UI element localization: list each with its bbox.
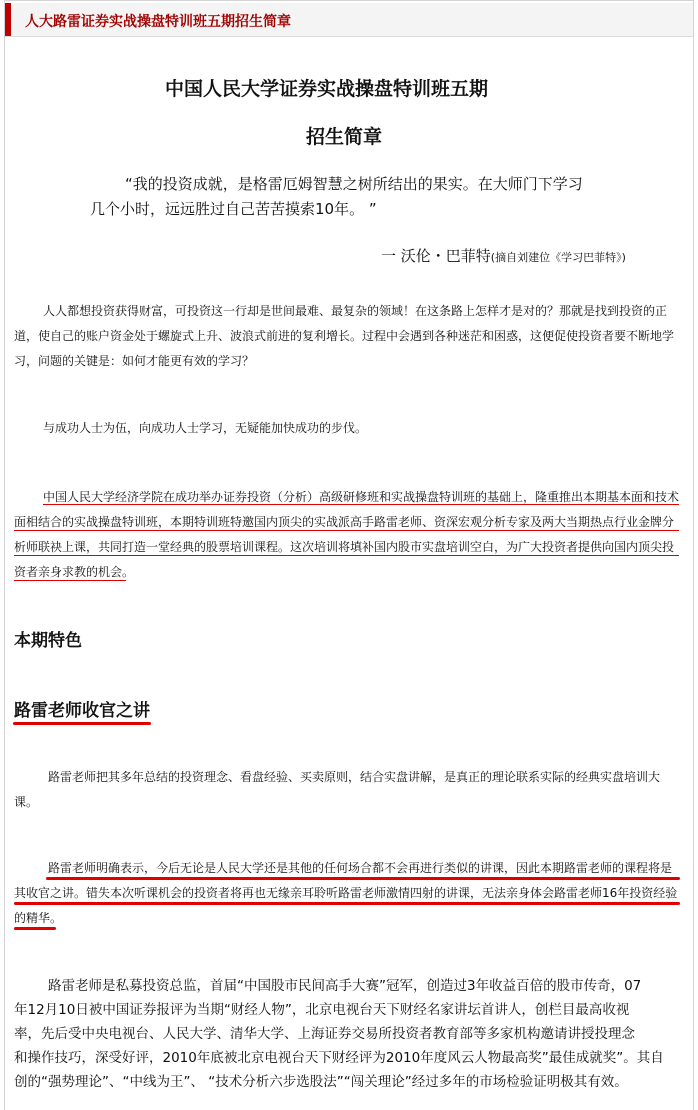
- signature-name: 一 沃伦・巴菲特: [381, 247, 491, 265]
- header-accent-bar: [5, 3, 11, 36]
- article-header-title: 人大路雷证券实战操盘特训班五期招生简章: [25, 14, 291, 30]
- para2: 与成功人士为伍，向成功人士学习，无疑能加快成功的步伐。: [43, 421, 368, 435]
- para6-line4: 和操作技巧，深受好评，2010年底被北京电视台天下财经评为2010年度风云人物最高奖”最佳成就奖”。其自: [14, 1050, 664, 1066]
- para6-line5: 创的“强势理论”、“中线为王”、 “技术分析六步选股法”“闯关理论”经过多年的市场检验证明极其有效。: [14, 1074, 628, 1090]
- red-underline: [14, 580, 126, 581]
- para4-line1: 路雷老师把其多年总结的投资理念、看盘经验、买卖原则，结合实盘讲解，是真正的理论联系实际的经典实盘培训大: [48, 770, 661, 784]
- article-header: [5, 3, 693, 37]
- para1-line1: 人人都想投资获得财富，可投资这一行却是世间最难、最复杂的领域！在这条路上怎样才是对的？那就是找到投资的正: [43, 304, 668, 318]
- para3-line1: 中国人民大学经济学院在成功举办证券投资（分析）高级研修班和实战操盘特训班的基础上，隆重推出本期基本面和技术: [43, 490, 680, 504]
- para5-line1: 路雷老师明确表示，今后无论是人民大学还是其他的任何场合都不会再进行类似的讲课，因此本期路雷老师的课程将是: [48, 861, 673, 875]
- quote-line2: 几个小时，远远胜过自己苦苦摸索10年。 ”: [90, 200, 377, 218]
- red-underline: [13, 722, 151, 725]
- para3-line4: 资者亲身求教的机会。: [14, 565, 135, 579]
- red-underline: [14, 902, 680, 905]
- quote-line1: “我的投资成就，是格雷厄姆智慧之树所结出的果实。在大师门下学习: [125, 175, 583, 193]
- para5-line3: 的精华。: [14, 911, 63, 925]
- para3-line2: 面相结合的实战操盘特训班，本期特训班特邀国内顶尖的实战派高手路雷老师、资深宏观分析专家及两大当期热点行业金牌分: [14, 515, 675, 529]
- red-underline: [43, 504, 679, 505]
- quote-signature: [381, 245, 626, 266]
- subsection-heading: 路雷老师收官之讲: [14, 701, 150, 721]
- section-heading: 本期特色: [14, 631, 82, 651]
- red-underline: [14, 530, 679, 531]
- para3-line3: 析师联袂上课，共同打造一堂经典的股票培训课程。这次培训将填补国内股市实盘培训空白，为广大投资者提供向国内顶尖投: [14, 540, 675, 554]
- doc-title-line1: 中国人民大学证券实战操盘特训班五期: [165, 78, 489, 100]
- doc-title-line2: 招生简章: [306, 126, 383, 148]
- para6-line1: 路雷老师是私募投资总监，首届“中国股市民间高手大赛”冠军，创造过3年收益百倍的股市传奇，07: [48, 978, 642, 994]
- red-underline: [14, 927, 56, 930]
- para6-line3: 率，先后受中央电视台、人民大学、清华大学、上海证券交易所投资者教育部等多家机构邀请讲授投理念: [14, 1026, 635, 1042]
- red-underline: [14, 555, 679, 556]
- para1-line2: 道，使自己的账户资金处于螺旋式上升、波浪式前进的复利增长。过程中会遇到各种迷茫和困惑，这便促使投资者要不断地学: [14, 329, 675, 343]
- signature-source: (摘自刘建位《学习巴菲特》): [490, 251, 626, 264]
- para1-line3: 习，问题的关键是：如何才能更有效的学习？: [14, 354, 255, 368]
- red-underline: [46, 877, 680, 880]
- para6-line2: 年12月10日被中国证券报评为当期“财经人物”，北京电视台天下财经名家讲坛首讲人，创栏目最高收视: [14, 1002, 630, 1018]
- para5-line2: 其收官之讲。错失本次听课机会的投资者将再也无缘亲耳聆听路雷老师激情四射的讲课，无法亲身体会路雷老师16年投资经验: [14, 886, 678, 900]
- para4-line2: 课。: [14, 795, 39, 809]
